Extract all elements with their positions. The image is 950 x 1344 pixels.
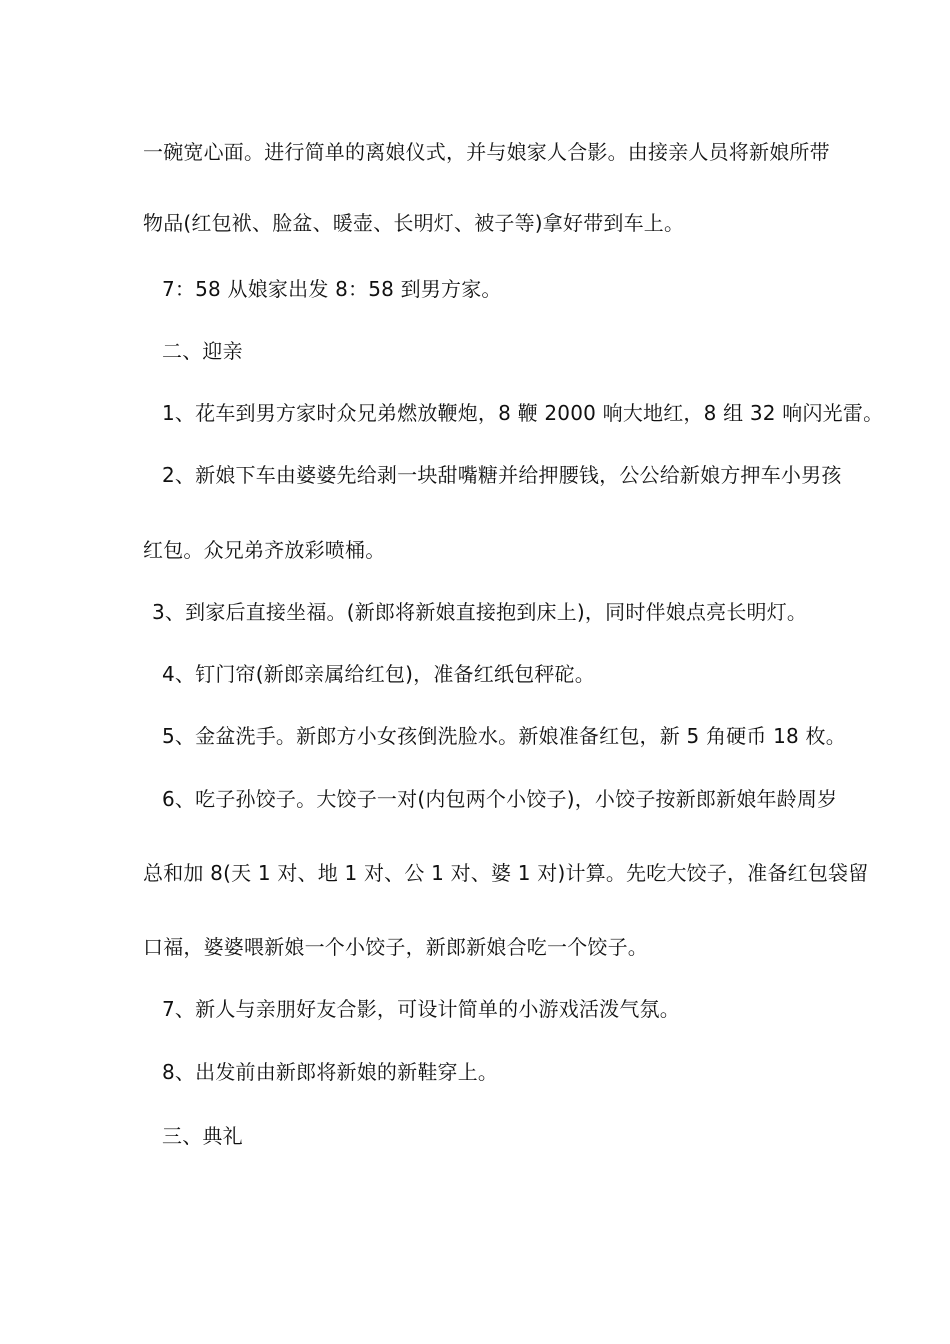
section-heading-welcome: 二、迎亲 — [162, 339, 243, 363]
list-item: 3、到家后直接坐福。(新郎将新娘直接抱到床上)，同时伴娘点亮长明灯。 — [152, 600, 808, 624]
paragraph-line: 物品(红包袱、脸盆、暖壶、长明灯、被子等)拿好带到车上。 — [143, 211, 685, 235]
list-item: 2、新娘下车由婆婆先给剥一块甜嘴糖并给押腰钱，公公给新娘方押车小男孩 — [162, 463, 842, 487]
list-item-continuation: 口福，婆婆喂新娘一个小饺子，新郎新娘合吃一个饺子。 — [143, 935, 648, 959]
list-item-continuation: 红包。众兄弟齐放彩喷桶。 — [143, 538, 386, 562]
list-item: 4、钉门帘(新郎亲属给红包)，准备红纸包秤砣。 — [162, 662, 595, 686]
list-item: 1、花车到男方家时众兄弟燃放鞭炮，8 鞭 2000 响大地红，8 组 32 响闪光雷。 — [162, 401, 884, 425]
list-item: 7、新人与亲朋好友合影，可设计简单的小游戏活泼气氛。 — [162, 997, 680, 1021]
list-item-continuation: 总和加 8(天 1 对、地 1 对、公 1 对、婆 1 对)计算。先吃大饺子，准备红包袋留 — [143, 861, 869, 885]
list-item: 8、出发前由新郎将新娘的新鞋穿上。 — [162, 1060, 499, 1084]
departure-time-line: 7：58 从娘家出发 8：58 到男方家。 — [162, 277, 502, 301]
list-item: 6、吃子孙饺子。大饺子一对(内包两个小饺子)，小饺子按新郎新娘年龄周岁 — [162, 787, 838, 811]
section-heading-ceremony: 三、典礼 — [162, 1124, 243, 1148]
list-item: 5、金盆洗手。新郎方小女孩倒洗脸水。新娘准备红包，新 5 角硬币 18 枚。 — [162, 724, 846, 748]
paragraph-line: 一碗宽心面。进行简单的离娘仪式，并与娘家人合影。由接亲人员将新娘所带 — [143, 140, 830, 164]
